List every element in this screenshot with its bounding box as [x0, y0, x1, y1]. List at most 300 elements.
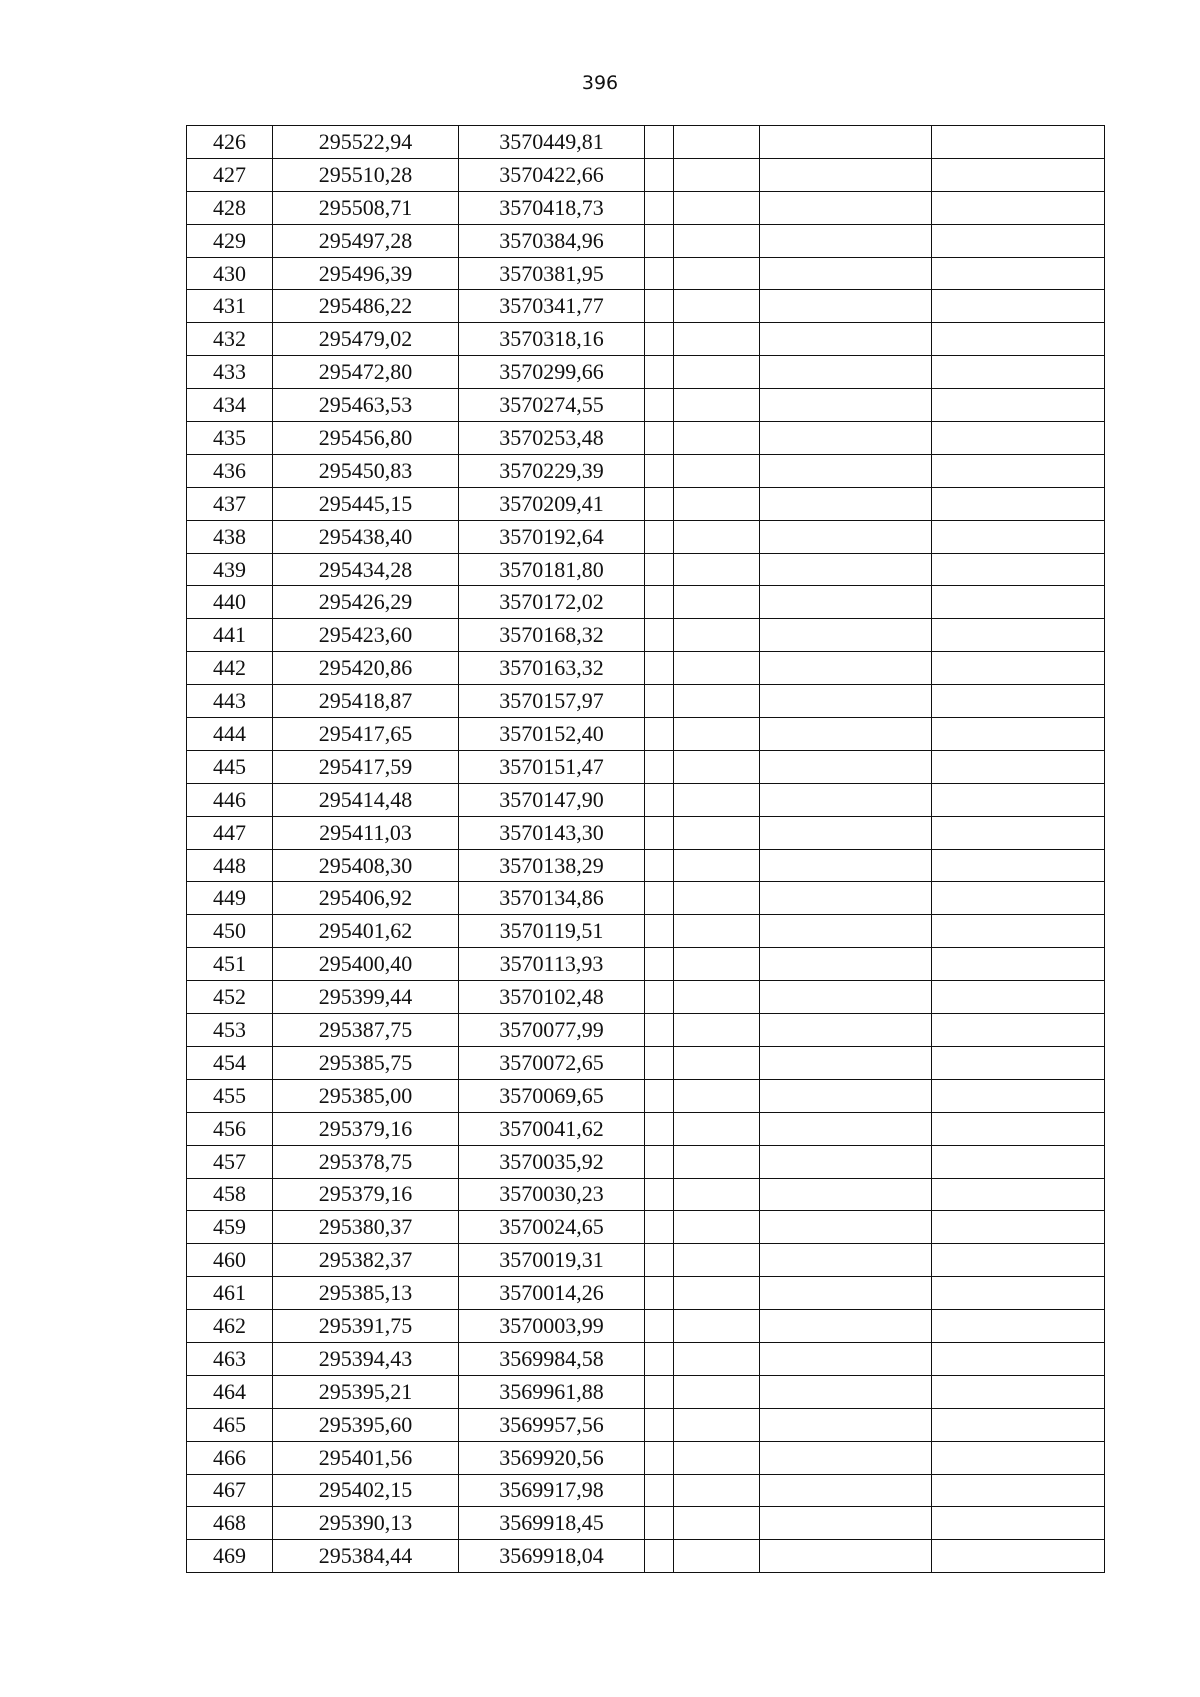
- point-number-cell: 446: [187, 783, 273, 816]
- table-row: [187, 290, 1105, 323]
- table-row: [187, 1342, 1105, 1375]
- point-number-cell: 463: [187, 1342, 273, 1375]
- y-coordinate-cell: 3570384,96: [459, 224, 645, 257]
- y-coordinate-cell: 3570138,29: [459, 849, 645, 882]
- point-number-cell: 431: [187, 290, 273, 323]
- empty-cell-wide: [760, 1079, 932, 1112]
- y-coordinate-cell: 3570030,23: [459, 1178, 645, 1211]
- empty-cell: [674, 981, 760, 1014]
- table-row: [187, 257, 1105, 290]
- table-row: [187, 816, 1105, 849]
- empty-cell-wide: [932, 487, 1105, 520]
- empty-cell-wide: [932, 619, 1105, 652]
- table-row: [187, 1014, 1105, 1047]
- point-number-cell: 449: [187, 882, 273, 915]
- empty-cell: [674, 586, 760, 619]
- empty-cell-narrow: [645, 1408, 674, 1441]
- point-number-cell: 441: [187, 619, 273, 652]
- page-number: 396: [581, 72, 619, 94]
- point-number-cell: 447: [187, 816, 273, 849]
- y-coordinate-cell: 3569957,56: [459, 1408, 645, 1441]
- table-row: [187, 1375, 1105, 1408]
- empty-cell-narrow: [645, 1079, 674, 1112]
- point-number-cell: 453: [187, 1014, 273, 1047]
- empty-cell-wide: [932, 520, 1105, 553]
- empty-cell-wide: [932, 1408, 1105, 1441]
- x-coordinate-cell: 295395,60: [273, 1408, 459, 1441]
- table-row: [187, 1244, 1105, 1277]
- empty-cell: [674, 619, 760, 652]
- empty-cell-narrow: [645, 915, 674, 948]
- empty-cell-narrow: [645, 422, 674, 455]
- table-row: [187, 191, 1105, 224]
- empty-cell: [674, 1277, 760, 1310]
- empty-cell-narrow: [645, 1277, 674, 1310]
- point-number-cell: 468: [187, 1507, 273, 1540]
- x-coordinate-cell: 295384,44: [273, 1540, 459, 1573]
- y-coordinate-cell: 3570024,65: [459, 1211, 645, 1244]
- x-coordinate-cell: 295450,83: [273, 454, 459, 487]
- empty-cell: [674, 1441, 760, 1474]
- x-coordinate-cell: 295380,37: [273, 1211, 459, 1244]
- empty-cell: [674, 948, 760, 981]
- table-row: [187, 520, 1105, 553]
- point-number-cell: 426: [187, 126, 273, 159]
- empty-cell-wide: [932, 422, 1105, 455]
- empty-cell: [674, 520, 760, 553]
- empty-cell-wide: [760, 1408, 932, 1441]
- empty-cell-wide: [932, 915, 1105, 948]
- empty-cell-wide: [760, 389, 932, 422]
- empty-cell-wide: [760, 290, 932, 323]
- x-coordinate-cell: 295508,71: [273, 191, 459, 224]
- empty-cell-narrow: [645, 1014, 674, 1047]
- empty-cell: [674, 422, 760, 455]
- table-row: [187, 1540, 1105, 1573]
- empty-cell-wide: [760, 1507, 932, 1540]
- empty-cell-narrow: [645, 520, 674, 553]
- y-coordinate-cell: 3570035,92: [459, 1145, 645, 1178]
- point-number-cell: 467: [187, 1474, 273, 1507]
- table-row: [187, 1145, 1105, 1178]
- x-coordinate-cell: 295479,02: [273, 323, 459, 356]
- empty-cell-wide: [760, 454, 932, 487]
- empty-cell-wide: [932, 1178, 1105, 1211]
- y-coordinate-cell: 3570041,62: [459, 1112, 645, 1145]
- x-coordinate-cell: 295406,92: [273, 882, 459, 915]
- empty-cell-narrow: [645, 1507, 674, 1540]
- empty-cell-narrow: [645, 191, 674, 224]
- empty-cell-wide: [760, 685, 932, 718]
- empty-cell: [674, 685, 760, 718]
- table-row: [187, 422, 1105, 455]
- empty-cell-wide: [932, 1342, 1105, 1375]
- x-coordinate-cell: 295391,75: [273, 1310, 459, 1343]
- x-coordinate-cell: 295379,16: [273, 1112, 459, 1145]
- empty-cell-narrow: [645, 323, 674, 356]
- x-coordinate-cell: 295420,86: [273, 652, 459, 685]
- point-number-cell: 442: [187, 652, 273, 685]
- table-row: [187, 1079, 1105, 1112]
- empty-cell-wide: [932, 685, 1105, 718]
- empty-cell-wide: [760, 915, 932, 948]
- point-number-cell: 440: [187, 586, 273, 619]
- x-coordinate-cell: 295522,94: [273, 126, 459, 159]
- point-number-cell: 438: [187, 520, 273, 553]
- point-number-cell: 458: [187, 1178, 273, 1211]
- empty-cell-wide: [932, 1540, 1105, 1573]
- empty-cell-wide: [760, 849, 932, 882]
- empty-cell-wide: [760, 487, 932, 520]
- empty-cell: [674, 816, 760, 849]
- point-number-cell: 460: [187, 1244, 273, 1277]
- table-row: [187, 389, 1105, 422]
- empty-cell-wide: [760, 1342, 932, 1375]
- empty-cell-wide: [760, 1145, 932, 1178]
- y-coordinate-cell: 3569984,58: [459, 1342, 645, 1375]
- empty-cell-wide: [932, 750, 1105, 783]
- y-coordinate-cell: 3570151,47: [459, 750, 645, 783]
- empty-cell-wide: [760, 191, 932, 224]
- empty-cell-narrow: [645, 816, 674, 849]
- point-number-cell: 439: [187, 553, 273, 586]
- empty-cell: [674, 1540, 760, 1573]
- empty-cell: [674, 454, 760, 487]
- x-coordinate-cell: 295411,03: [273, 816, 459, 849]
- table-row: [187, 750, 1105, 783]
- empty-cell: [674, 1112, 760, 1145]
- x-coordinate-cell: 295510,28: [273, 158, 459, 191]
- y-coordinate-cell: 3570181,80: [459, 553, 645, 586]
- empty-cell-wide: [932, 126, 1105, 159]
- empty-cell: [674, 323, 760, 356]
- x-coordinate-cell: 295456,80: [273, 422, 459, 455]
- empty-cell-narrow: [645, 389, 674, 422]
- x-coordinate-cell: 295399,44: [273, 981, 459, 1014]
- y-coordinate-cell: 3569917,98: [459, 1474, 645, 1507]
- empty-cell: [674, 158, 760, 191]
- empty-cell-wide: [932, 586, 1105, 619]
- empty-cell-narrow: [645, 158, 674, 191]
- point-number-cell: 465: [187, 1408, 273, 1441]
- empty-cell-narrow: [645, 257, 674, 290]
- x-coordinate-cell: 295385,00: [273, 1079, 459, 1112]
- x-coordinate-cell: 295385,13: [273, 1277, 459, 1310]
- empty-cell-narrow: [645, 224, 674, 257]
- empty-cell: [674, 1375, 760, 1408]
- empty-cell: [674, 849, 760, 882]
- point-number-cell: 456: [187, 1112, 273, 1145]
- y-coordinate-cell: 3570014,26: [459, 1277, 645, 1310]
- x-coordinate-cell: 295394,43: [273, 1342, 459, 1375]
- y-coordinate-cell: 3570163,32: [459, 652, 645, 685]
- table-row: [187, 553, 1105, 586]
- x-coordinate-cell: 295423,60: [273, 619, 459, 652]
- table-row: [187, 619, 1105, 652]
- table-body: [187, 126, 1105, 1573]
- empty-cell-narrow: [645, 553, 674, 586]
- x-coordinate-cell: 295496,39: [273, 257, 459, 290]
- table-row: [187, 849, 1105, 882]
- empty-cell-narrow: [645, 882, 674, 915]
- x-coordinate-cell: 295445,15: [273, 487, 459, 520]
- empty-cell-wide: [932, 1112, 1105, 1145]
- table-row: [187, 652, 1105, 685]
- x-coordinate-cell: 295401,56: [273, 1441, 459, 1474]
- point-number-cell: 457: [187, 1145, 273, 1178]
- empty-cell-narrow: [645, 126, 674, 159]
- empty-cell-wide: [760, 816, 932, 849]
- empty-cell-narrow: [645, 356, 674, 389]
- x-coordinate-cell: 295417,65: [273, 718, 459, 751]
- table-row: [187, 487, 1105, 520]
- empty-cell-wide: [932, 356, 1105, 389]
- empty-cell-narrow: [645, 1178, 674, 1211]
- y-coordinate-cell: 3570072,65: [459, 1046, 645, 1079]
- empty-cell: [674, 191, 760, 224]
- table-row: [187, 356, 1105, 389]
- table-row: [187, 915, 1105, 948]
- empty-cell-wide: [932, 290, 1105, 323]
- table-row: [187, 948, 1105, 981]
- y-coordinate-cell: 3570069,65: [459, 1079, 645, 1112]
- empty-cell-wide: [760, 553, 932, 586]
- x-coordinate-cell: 295395,21: [273, 1375, 459, 1408]
- empty-cell-wide: [932, 1145, 1105, 1178]
- empty-cell-wide: [932, 816, 1105, 849]
- y-coordinate-cell: 3570341,77: [459, 290, 645, 323]
- empty-cell-wide: [760, 586, 932, 619]
- x-coordinate-cell: 295414,48: [273, 783, 459, 816]
- empty-cell-wide: [760, 1310, 932, 1343]
- empty-cell-narrow: [645, 619, 674, 652]
- y-coordinate-cell: 3570274,55: [459, 389, 645, 422]
- empty-cell: [674, 257, 760, 290]
- point-number-cell: 432: [187, 323, 273, 356]
- empty-cell-wide: [760, 619, 932, 652]
- y-coordinate-cell: 3570077,99: [459, 1014, 645, 1047]
- point-number-cell: 429: [187, 224, 273, 257]
- empty-cell-wide: [760, 257, 932, 290]
- empty-cell-narrow: [645, 1375, 674, 1408]
- y-coordinate-cell: 3570318,16: [459, 323, 645, 356]
- y-coordinate-cell: 3570113,93: [459, 948, 645, 981]
- empty-cell-wide: [932, 389, 1105, 422]
- x-coordinate-cell: 295379,16: [273, 1178, 459, 1211]
- x-coordinate-cell: 295426,29: [273, 586, 459, 619]
- y-coordinate-cell: 3570192,64: [459, 520, 645, 553]
- coordinates-table: [186, 125, 1105, 1573]
- empty-cell-wide: [760, 126, 932, 159]
- y-coordinate-cell: 3570253,48: [459, 422, 645, 455]
- empty-cell: [674, 1310, 760, 1343]
- y-coordinate-cell: 3570381,95: [459, 257, 645, 290]
- empty-cell-wide: [932, 1079, 1105, 1112]
- point-number-cell: 451: [187, 948, 273, 981]
- empty-cell-wide: [932, 981, 1105, 1014]
- empty-cell-wide: [760, 224, 932, 257]
- empty-cell-narrow: [645, 1112, 674, 1145]
- empty-cell: [674, 1244, 760, 1277]
- point-number-cell: 427: [187, 158, 273, 191]
- y-coordinate-cell: 3570147,90: [459, 783, 645, 816]
- y-coordinate-cell: 3570143,30: [459, 816, 645, 849]
- empty-cell-narrow: [645, 948, 674, 981]
- empty-cell: [674, 1046, 760, 1079]
- point-number-cell: 436: [187, 454, 273, 487]
- empty-cell: [674, 783, 760, 816]
- empty-cell-wide: [760, 356, 932, 389]
- empty-cell-wide: [760, 1441, 932, 1474]
- empty-cell-narrow: [645, 586, 674, 619]
- empty-cell-wide: [932, 1474, 1105, 1507]
- table-row: [187, 126, 1105, 159]
- empty-cell-wide: [760, 1046, 932, 1079]
- empty-cell-narrow: [645, 750, 674, 783]
- empty-cell-narrow: [645, 290, 674, 323]
- point-number-cell: 435: [187, 422, 273, 455]
- empty-cell-wide: [760, 1474, 932, 1507]
- table-row: [187, 224, 1105, 257]
- table-row: [187, 718, 1105, 751]
- empty-cell-wide: [760, 1277, 932, 1310]
- empty-cell-wide: [760, 520, 932, 553]
- empty-cell-wide: [760, 1540, 932, 1573]
- empty-cell-wide: [760, 1211, 932, 1244]
- empty-cell-narrow: [645, 783, 674, 816]
- table-row: [187, 1112, 1105, 1145]
- point-number-cell: 448: [187, 849, 273, 882]
- empty-cell-wide: [760, 1375, 932, 1408]
- empty-cell-narrow: [645, 981, 674, 1014]
- x-coordinate-cell: 295400,40: [273, 948, 459, 981]
- empty-cell-narrow: [645, 1145, 674, 1178]
- x-coordinate-cell: 295417,59: [273, 750, 459, 783]
- empty-cell: [674, 915, 760, 948]
- empty-cell: [674, 389, 760, 422]
- empty-cell: [674, 1507, 760, 1540]
- empty-cell: [674, 1211, 760, 1244]
- empty-cell-narrow: [645, 849, 674, 882]
- y-coordinate-cell: 3570019,31: [459, 1244, 645, 1277]
- table-row: [187, 1211, 1105, 1244]
- empty-cell: [674, 1014, 760, 1047]
- table-row: [187, 158, 1105, 191]
- empty-cell-wide: [932, 158, 1105, 191]
- empty-cell-narrow: [645, 718, 674, 751]
- empty-cell: [674, 553, 760, 586]
- empty-cell-wide: [932, 718, 1105, 751]
- point-number-cell: 444: [187, 718, 273, 751]
- point-number-cell: 450: [187, 915, 273, 948]
- empty-cell-wide: [932, 1441, 1105, 1474]
- point-number-cell: 443: [187, 685, 273, 718]
- y-coordinate-cell: 3570418,73: [459, 191, 645, 224]
- empty-cell: [674, 1342, 760, 1375]
- empty-cell-wide: [932, 1375, 1105, 1408]
- x-coordinate-cell: 295486,22: [273, 290, 459, 323]
- empty-cell: [674, 290, 760, 323]
- empty-cell-wide: [760, 783, 932, 816]
- empty-cell-narrow: [645, 652, 674, 685]
- empty-cell-wide: [932, 1211, 1105, 1244]
- y-coordinate-cell: 3570299,66: [459, 356, 645, 389]
- table-row: [187, 685, 1105, 718]
- empty-cell-narrow: [645, 685, 674, 718]
- table-row: [187, 882, 1105, 915]
- x-coordinate-cell: 295472,80: [273, 356, 459, 389]
- empty-cell: [674, 487, 760, 520]
- y-coordinate-cell: 3570102,48: [459, 981, 645, 1014]
- empty-cell-wide: [760, 323, 932, 356]
- empty-cell-wide: [932, 1507, 1105, 1540]
- point-number-cell: 461: [187, 1277, 273, 1310]
- y-coordinate-cell: 3570209,41: [459, 487, 645, 520]
- y-coordinate-cell: 3570422,66: [459, 158, 645, 191]
- empty-cell-wide: [760, 750, 932, 783]
- empty-cell: [674, 1178, 760, 1211]
- y-coordinate-cell: 3569920,56: [459, 1441, 645, 1474]
- x-coordinate-cell: 295402,15: [273, 1474, 459, 1507]
- table-row: [187, 981, 1105, 1014]
- point-number-cell: 430: [187, 257, 273, 290]
- empty-cell-wide: [760, 718, 932, 751]
- table-row: [187, 1441, 1105, 1474]
- empty-cell-wide: [932, 257, 1105, 290]
- y-coordinate-cell: 3570134,86: [459, 882, 645, 915]
- empty-cell: [674, 1474, 760, 1507]
- empty-cell: [674, 224, 760, 257]
- empty-cell-wide: [932, 1046, 1105, 1079]
- table-row: [187, 1046, 1105, 1079]
- x-coordinate-cell: 295463,53: [273, 389, 459, 422]
- x-coordinate-cell: 295401,62: [273, 915, 459, 948]
- empty-cell-wide: [932, 849, 1105, 882]
- y-coordinate-cell: 3569961,88: [459, 1375, 645, 1408]
- x-coordinate-cell: 295408,30: [273, 849, 459, 882]
- x-coordinate-cell: 295497,28: [273, 224, 459, 257]
- empty-cell: [674, 882, 760, 915]
- empty-cell-wide: [760, 422, 932, 455]
- empty-cell-wide: [932, 553, 1105, 586]
- point-number-cell: 464: [187, 1375, 273, 1408]
- empty-cell-wide: [932, 224, 1105, 257]
- table-row: [187, 1507, 1105, 1540]
- empty-cell: [674, 126, 760, 159]
- empty-cell-wide: [932, 652, 1105, 685]
- empty-cell-wide: [932, 454, 1105, 487]
- empty-cell-wide: [760, 981, 932, 1014]
- y-coordinate-cell: 3570119,51: [459, 915, 645, 948]
- y-coordinate-cell: 3569918,04: [459, 1540, 645, 1573]
- y-coordinate-cell: 3570168,32: [459, 619, 645, 652]
- x-coordinate-cell: 295438,40: [273, 520, 459, 553]
- empty-cell: [674, 1408, 760, 1441]
- empty-cell-narrow: [645, 1310, 674, 1343]
- point-number-cell: 466: [187, 1441, 273, 1474]
- empty-cell-wide: [932, 191, 1105, 224]
- point-number-cell: 469: [187, 1540, 273, 1573]
- point-number-cell: 459: [187, 1211, 273, 1244]
- y-coordinate-cell: 3570449,81: [459, 126, 645, 159]
- empty-cell: [674, 356, 760, 389]
- empty-cell: [674, 1079, 760, 1112]
- empty-cell-wide: [932, 1244, 1105, 1277]
- table-row: [187, 1178, 1105, 1211]
- empty-cell-narrow: [645, 1441, 674, 1474]
- table-row: [187, 454, 1105, 487]
- x-coordinate-cell: 295434,28: [273, 553, 459, 586]
